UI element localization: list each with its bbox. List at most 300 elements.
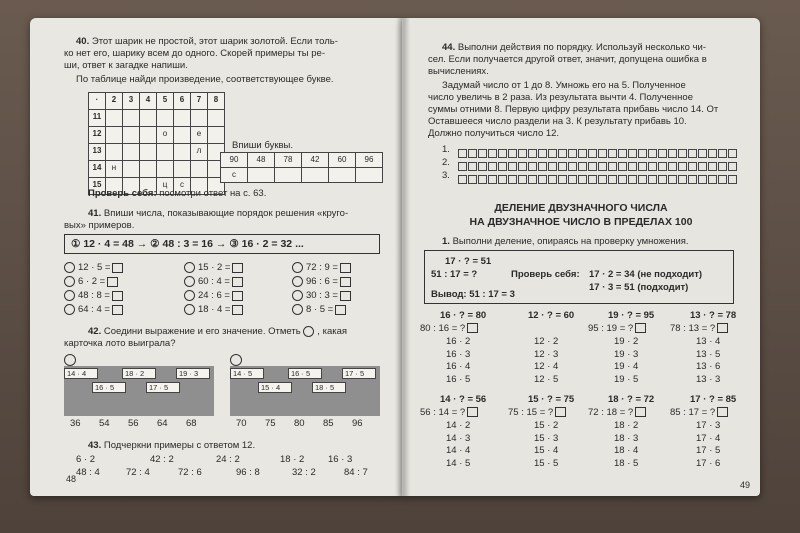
ex43-example[interactable]: 32 : 2 xyxy=(292,467,316,478)
division-text: 80 : 16 = ? xyxy=(420,323,466,334)
digit-box[interactable] xyxy=(658,162,667,171)
ex41-expression: 96 : 6 = xyxy=(306,276,338,288)
group-head: 18 · ? = 72 xyxy=(608,394,655,405)
table-header-cell: 7 xyxy=(190,92,208,110)
digit-box[interactable] xyxy=(538,149,547,158)
group-row: 12 · 5 xyxy=(534,373,559,385)
ex41-expression: 24 : 6 = xyxy=(198,290,230,302)
order-circle-icon[interactable] xyxy=(292,304,303,315)
digit-box[interactable] xyxy=(508,175,517,184)
answer-box[interactable] xyxy=(340,263,351,273)
group-head: 15 · ? = 75 xyxy=(528,394,575,405)
answer-box[interactable] xyxy=(635,323,646,333)
table-cell xyxy=(139,126,157,144)
table-cell: е xyxy=(190,126,208,144)
group-head: 13 · ? = 78 xyxy=(690,310,737,321)
digit-box[interactable] xyxy=(708,162,717,171)
table-header-cell: 5 xyxy=(156,92,174,110)
digit-box[interactable] xyxy=(518,162,527,171)
ex40-instruction: По таблице найди произведение, соответствующее букве. xyxy=(76,74,334,85)
digit-box[interactable] xyxy=(718,149,727,158)
group-row: 19 · 5 xyxy=(614,373,639,385)
ex43-example[interactable]: 96 : 8 xyxy=(236,467,260,478)
ex41-expression: 18 · 4 = xyxy=(198,304,231,316)
digit-box[interactable] xyxy=(668,162,677,171)
answer-box[interactable] xyxy=(335,305,346,315)
digit-box[interactable] xyxy=(678,162,687,171)
digit-box[interactable] xyxy=(518,175,527,184)
group-row: 15 · 2 xyxy=(534,420,559,431)
group-row: 17 · 5 xyxy=(696,445,721,456)
digit-box[interactable] xyxy=(578,149,587,158)
group-row: 16 · 3 xyxy=(446,348,471,360)
ex44-text-8: Должно получиться число 12. xyxy=(428,128,560,139)
group-row: 19 · 2 xyxy=(614,336,639,347)
answer-number-cell: 96 xyxy=(355,152,383,168)
group-row: 12 · 2 xyxy=(534,336,559,347)
answer-box[interactable] xyxy=(555,407,566,417)
loto-cell[interactable]: 14 · 4 xyxy=(64,368,98,379)
ex41-expression: 8 · 5 = xyxy=(306,304,334,316)
order-circle-icon[interactable] xyxy=(184,262,195,273)
digit-box[interactable] xyxy=(718,162,727,171)
multiplication-table xyxy=(88,92,224,189)
table-cell xyxy=(139,109,157,127)
ex44-text-2: сел. Если получается другой ответ, значит, допущена ошибка в xyxy=(428,54,707,65)
loto-cell[interactable]: 17 · 5 xyxy=(146,382,180,393)
digit-box[interactable] xyxy=(628,175,637,184)
loto-cell[interactable]: 16 · 5 xyxy=(288,368,322,379)
order-circle-icon[interactable] xyxy=(184,290,195,301)
digit-box[interactable] xyxy=(598,162,607,171)
table-row-header: 15 xyxy=(88,177,106,195)
digit-box[interactable] xyxy=(548,149,557,158)
digit-box[interactable] xyxy=(458,162,467,171)
digit-box[interactable] xyxy=(578,175,587,184)
group-row: 18 · 2 xyxy=(614,420,639,431)
check-text: посмотри ответ на с. 63. xyxy=(159,188,267,199)
digit-box[interactable] xyxy=(718,175,727,184)
digit-box[interactable] xyxy=(698,162,707,171)
answer-row-label: 2. xyxy=(442,157,450,168)
digit-box[interactable] xyxy=(698,175,707,184)
digit-box[interactable] xyxy=(628,149,637,158)
loto-cell[interactable]: 14 · 5 xyxy=(230,368,264,379)
group-row: 14 · 4 xyxy=(446,445,471,456)
digit-box[interactable] xyxy=(518,149,527,158)
table-row-header: 11 xyxy=(88,109,106,127)
division-text: 72 : 18 = ? xyxy=(588,407,634,418)
group-row: 14 · 3 xyxy=(446,432,471,444)
digit-box[interactable] xyxy=(638,162,647,171)
table-header-cell: 4 xyxy=(139,92,157,110)
digit-box[interactable] xyxy=(688,175,697,184)
order-circle-icon[interactable] xyxy=(292,290,303,301)
answer-number-cell: 42 xyxy=(301,152,329,168)
check-label: Проверь себя: xyxy=(88,188,157,199)
loto-number[interactable]: 64 xyxy=(157,418,168,429)
ex41-text-1: Впиши числа, показывающие порядок решения «круго- xyxy=(103,208,349,219)
group-row: 12 · 4 xyxy=(534,361,559,372)
answer-box[interactable] xyxy=(232,291,243,301)
digit-box[interactable] xyxy=(458,149,467,158)
group-row: 13 · 5 xyxy=(696,348,721,360)
group-row: 19 · 3 xyxy=(614,348,639,360)
loto-cell[interactable]: 17 · 5 xyxy=(342,368,376,379)
digit-box[interactable] xyxy=(708,175,717,184)
answer-box[interactable] xyxy=(717,407,728,417)
digit-box[interactable] xyxy=(688,149,697,158)
digit-box[interactable] xyxy=(488,149,497,158)
order-circle-icon[interactable] xyxy=(64,276,75,287)
digit-box[interactable] xyxy=(538,175,547,184)
loto-cell[interactable]: 18 · 5 xyxy=(312,382,346,393)
answer-box[interactable] xyxy=(107,277,118,287)
digit-box[interactable] xyxy=(498,162,507,171)
digit-box[interactable] xyxy=(558,149,567,158)
example-frame xyxy=(424,250,734,304)
digit-box[interactable] xyxy=(678,175,687,184)
ex41-item xyxy=(184,304,243,316)
ex41-item xyxy=(184,290,243,302)
ex43-example[interactable]: 16 · 3 xyxy=(328,454,353,465)
digit-box[interactable] xyxy=(508,149,517,158)
answer-letter-cell[interactable] xyxy=(328,167,356,183)
ex41-item xyxy=(292,276,351,288)
loto-number[interactable]: 75 xyxy=(265,418,276,429)
table-cell: л xyxy=(190,143,208,161)
loto-cell[interactable]: 18 · 2 xyxy=(122,368,156,379)
digit-box[interactable] xyxy=(678,149,687,158)
digit-box[interactable] xyxy=(618,149,627,158)
order-circle-icon[interactable] xyxy=(64,290,75,301)
digit-box[interactable] xyxy=(568,162,577,171)
loto-number[interactable]: 56 xyxy=(128,418,139,429)
ex41-item xyxy=(184,262,243,274)
digit-box[interactable] xyxy=(548,162,557,171)
table-cell xyxy=(139,160,157,178)
answer-box[interactable] xyxy=(232,263,243,273)
loto-number[interactable]: 68 xyxy=(186,418,197,429)
group-row: 17 · 3 xyxy=(696,420,721,431)
ex1-text: Выполни деление, опираясь на проверку умножения. xyxy=(452,236,689,247)
ex41-line-1 xyxy=(88,208,348,220)
digit-box[interactable] xyxy=(648,162,657,171)
chain-example: ① 12 · 4 = 48 → ② 48 : 3 = 16 → ③ 16 · 2 = 32 ... xyxy=(71,238,304,250)
digit-box[interactable] xyxy=(578,162,587,171)
loto-cell[interactable]: 15 · 4 xyxy=(258,382,292,393)
section-title-1: ДЕЛЕНИЕ ДВУЗНАЧНОГО ЧИСЛА xyxy=(494,202,668,214)
digit-box[interactable] xyxy=(558,175,567,184)
digit-box[interactable] xyxy=(608,162,617,171)
digit-box[interactable] xyxy=(508,162,517,171)
table-header-cell: 2 xyxy=(105,92,123,110)
table-cell xyxy=(156,109,174,127)
digit-box[interactable] xyxy=(478,149,487,158)
table-cell xyxy=(105,143,123,161)
loto-number[interactable]: 54 xyxy=(99,418,110,429)
digit-box[interactable] xyxy=(468,162,477,171)
digit-box[interactable] xyxy=(568,149,577,158)
table-cell: ц xyxy=(156,177,174,195)
group-head: 17 · ? = 85 xyxy=(690,394,737,405)
loto-number[interactable]: 85 xyxy=(323,418,334,429)
group-row: 17 · 4 xyxy=(696,432,721,444)
ex44-text-5: число увеличь в 2 раза. Из результата вычти 4. Полученное xyxy=(428,92,693,103)
answer-box[interactable] xyxy=(467,323,478,333)
answer-row-label: 3. xyxy=(442,170,450,181)
answer-box[interactable] xyxy=(232,305,243,315)
digit-box[interactable] xyxy=(528,149,537,158)
ex40-text-1: Этот шарик не простой, этот шарик золотой. Если толь- xyxy=(91,36,338,47)
group-row: 19 · 4 xyxy=(614,361,639,372)
ex41-item xyxy=(292,304,346,316)
order-circle-icon[interactable] xyxy=(292,262,303,273)
ex42-text-1: Соедини выражение и его значение. Отметь xyxy=(103,326,301,338)
table-row-header: 12 xyxy=(88,126,106,144)
table-cell xyxy=(122,126,140,144)
group-row: 12 · 3 xyxy=(534,348,559,360)
ex44-number: 44. xyxy=(442,42,456,53)
chain-frame xyxy=(64,234,380,254)
example-line-2: 51 : 17 = ? xyxy=(431,269,478,280)
digit-box[interactable] xyxy=(618,175,627,184)
digit-box[interactable] xyxy=(588,149,597,158)
ex41-item xyxy=(64,262,123,274)
card1-circle-icon[interactable] xyxy=(64,354,76,366)
answer-row-label: 1. xyxy=(442,144,450,155)
table-cell xyxy=(122,109,140,127)
group-row: 18 · 5 xyxy=(614,457,639,469)
group-head: 19 · ? = 95 xyxy=(608,310,655,321)
ex41-item xyxy=(64,290,123,302)
digit-box[interactable] xyxy=(648,175,657,184)
table-header-cell: 3 xyxy=(122,92,140,110)
group-row: 16 · 5 xyxy=(446,373,471,385)
ex40-text-2: ко нет его, шарику всем до одного. Скорей примеры ты ре- xyxy=(64,48,325,59)
group-division xyxy=(420,407,478,419)
group-row: 18 · 4 xyxy=(614,445,639,456)
ex43-example[interactable]: 6 · 2 xyxy=(76,454,96,465)
digit-box[interactable] xyxy=(488,162,497,171)
group-head: 16 · ? = 80 xyxy=(440,310,487,321)
ex44-line-1 xyxy=(442,42,706,54)
ex41-number: 41. xyxy=(88,208,102,219)
table-cell xyxy=(173,160,191,178)
division-text: 75 : 15 = ? xyxy=(508,407,554,418)
digit-box[interactable] xyxy=(668,149,677,158)
loto-number[interactable]: 80 xyxy=(294,418,305,429)
ex41-expression: 30 : 3 = xyxy=(306,290,338,302)
order-circle-icon[interactable] xyxy=(292,276,303,287)
answer-box[interactable] xyxy=(635,407,646,417)
ex43-example[interactable]: 48 : 4 xyxy=(76,467,100,478)
answer-box[interactable] xyxy=(112,291,123,301)
order-circle-icon[interactable] xyxy=(64,304,75,315)
write-letters-label: Впиши буквы. xyxy=(232,140,294,151)
digit-box[interactable] xyxy=(638,175,647,184)
digit-box[interactable] xyxy=(628,162,637,171)
digit-box[interactable] xyxy=(558,162,567,171)
digit-box[interactable] xyxy=(528,175,537,184)
book-spine xyxy=(396,18,410,496)
table-cell xyxy=(122,160,140,178)
digit-box[interactable] xyxy=(478,162,487,171)
answer-number-cell: 90 xyxy=(220,152,248,168)
answer-letter-cell[interactable] xyxy=(274,167,302,183)
ex43-text: Подчеркни примеры с ответом 12. xyxy=(103,440,256,451)
digit-box[interactable] xyxy=(458,175,467,184)
digit-box[interactable] xyxy=(568,175,577,184)
answer-box[interactable] xyxy=(717,323,728,333)
ex43-line xyxy=(88,440,255,452)
answer-letter-cell[interactable] xyxy=(247,167,275,183)
ex42-number: 42. xyxy=(88,326,102,338)
digit-box[interactable] xyxy=(608,149,617,158)
group-row: 13 · 4 xyxy=(696,336,721,347)
page-number-left: 48 xyxy=(66,474,77,484)
ex43-number: 43. xyxy=(88,440,102,451)
table-cell xyxy=(105,109,123,127)
ex40-line-1 xyxy=(76,36,338,48)
group-row: 17 · 6 xyxy=(696,457,721,469)
table-cell: о xyxy=(156,126,174,144)
example-answer: Вывод: 51 : 17 = 3 xyxy=(431,289,515,300)
ex43-example[interactable]: 18 · 2 xyxy=(280,454,305,465)
ex1-line xyxy=(442,236,689,248)
ex41-expression: 6 · 2 = xyxy=(78,276,106,288)
answer-number-cell: 78 xyxy=(274,152,302,168)
right-page xyxy=(402,18,760,496)
loto-number[interactable]: 70 xyxy=(236,418,247,429)
digit-box[interactable] xyxy=(528,162,537,171)
digit-box[interactable] xyxy=(598,149,607,158)
digit-box[interactable] xyxy=(588,162,597,171)
digit-box[interactable] xyxy=(638,149,647,158)
table-cell xyxy=(190,109,208,127)
table-cell xyxy=(156,160,174,178)
answer-row-boxes[interactable] xyxy=(458,171,738,189)
group-division xyxy=(670,407,728,419)
digit-box[interactable] xyxy=(478,175,487,184)
answer-letter-cell[interactable] xyxy=(301,167,329,183)
ex43-example[interactable]: 24 : 2 xyxy=(216,454,240,465)
division-text: 56 : 14 = ? xyxy=(420,407,466,418)
ex43-example[interactable]: 42 : 2 xyxy=(150,454,174,465)
digit-box[interactable] xyxy=(618,162,627,171)
digit-box[interactable] xyxy=(498,175,507,184)
group-row: 14 · 5 xyxy=(446,457,471,469)
table-cell xyxy=(190,160,208,178)
answer-box[interactable] xyxy=(232,277,243,287)
digit-box[interactable] xyxy=(658,149,667,158)
group-row: 15 · 3 xyxy=(534,432,559,444)
loto-cell[interactable]: 16 · 5 xyxy=(92,382,126,393)
group-division xyxy=(588,323,646,335)
ex43-example[interactable]: 84 : 7 xyxy=(344,467,368,478)
answer-box[interactable] xyxy=(467,407,478,417)
loto-number[interactable]: 36 xyxy=(70,418,81,429)
table-cell xyxy=(207,126,225,144)
digit-box[interactable] xyxy=(668,175,677,184)
loto-number[interactable]: 96 xyxy=(352,418,363,429)
digit-box[interactable] xyxy=(728,162,737,171)
digit-box[interactable] xyxy=(468,175,477,184)
example-check-label: Проверь себя: xyxy=(511,269,580,280)
table-row-header: 14 xyxy=(88,160,106,178)
division-text: 85 : 17 = ? xyxy=(670,407,716,418)
answer-box[interactable] xyxy=(340,291,351,301)
table-cell: с xyxy=(173,177,191,195)
digit-box[interactable] xyxy=(708,149,717,158)
card2-circle-icon[interactable] xyxy=(230,354,242,366)
table-header-cell: 8 xyxy=(207,92,225,110)
group-head: 14 · ? = 56 xyxy=(440,394,487,405)
ex40-check xyxy=(88,188,266,200)
answer-box[interactable] xyxy=(112,263,123,273)
group-row: 13 · 6 xyxy=(696,361,721,372)
answer-box[interactable] xyxy=(112,305,123,315)
ex41-expression: 60 : 4 = xyxy=(198,276,230,288)
check-circle-icon xyxy=(303,326,314,337)
group-row: 13 · 3 xyxy=(696,373,721,385)
ex42-text-2: , какая xyxy=(317,326,348,338)
digit-box[interactable] xyxy=(468,149,477,158)
digit-box[interactable] xyxy=(698,149,707,158)
digit-box[interactable] xyxy=(588,175,597,184)
order-circle-icon[interactable] xyxy=(184,276,195,287)
table-cell xyxy=(173,109,191,127)
table-cell xyxy=(173,143,191,161)
ex41-expression: 12 · 5 = xyxy=(78,262,111,274)
group-row: 16 · 4 xyxy=(446,361,471,372)
group-division xyxy=(588,407,646,419)
answer-box[interactable] xyxy=(340,277,351,287)
example-check-1: 17 · 2 = 34 (не подходит) xyxy=(589,269,703,280)
digit-box[interactable] xyxy=(608,175,617,184)
ex40-number: 40. xyxy=(76,36,90,47)
digit-box[interactable] xyxy=(658,175,667,184)
ex41-item xyxy=(184,276,243,288)
group-row: 16 · 2 xyxy=(446,336,471,347)
digit-box[interactable] xyxy=(488,175,497,184)
answer-number-cell: 60 xyxy=(328,152,356,168)
ex41-expression: 72 : 9 = xyxy=(306,262,338,274)
ex41-expression: 15 · 2 = xyxy=(198,262,231,274)
digit-box[interactable] xyxy=(648,149,657,158)
ex44-text-4: Задумай число от 1 до 8. Умножь его на 5. Полученное xyxy=(442,80,686,91)
division-text: 95 : 19 = ? xyxy=(588,323,634,334)
answer-letter-cell[interactable]: с xyxy=(220,167,248,183)
division-text: 78 : 13 = ? xyxy=(670,323,716,334)
digit-box[interactable] xyxy=(538,162,547,171)
digit-box[interactable] xyxy=(548,175,557,184)
order-circle-icon[interactable] xyxy=(64,262,75,273)
left-page xyxy=(30,18,402,496)
digit-box[interactable] xyxy=(728,175,737,184)
order-circle-icon[interactable] xyxy=(184,304,195,315)
ex40-text-3: ши, ответ к загадке напиши. xyxy=(64,60,188,71)
ex43-example[interactable]: 72 : 6 xyxy=(178,467,202,478)
digit-box[interactable] xyxy=(598,175,607,184)
answer-letter-cell[interactable] xyxy=(355,167,383,183)
digit-box[interactable] xyxy=(498,149,507,158)
digit-box[interactable] xyxy=(728,149,737,158)
loto-cell[interactable]: 19 · 3 xyxy=(176,368,210,379)
group-head: 12 · ? = 60 xyxy=(528,310,575,321)
digit-box[interactable] xyxy=(688,162,697,171)
ex43-example[interactable]: 72 : 4 xyxy=(126,467,150,478)
